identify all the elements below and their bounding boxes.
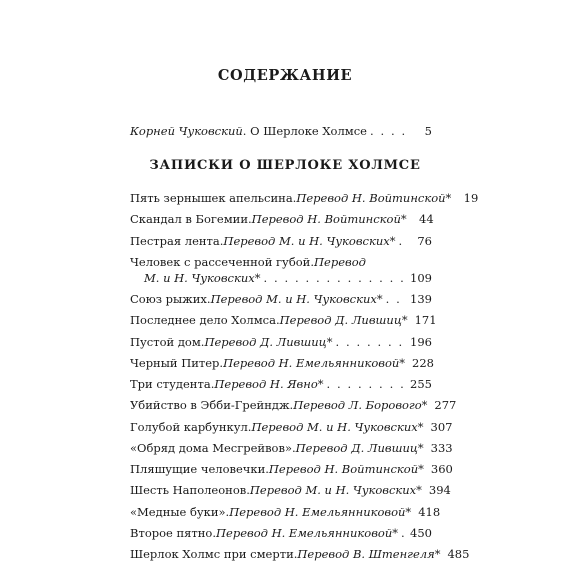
entry-title: Союз рыжих. [130, 292, 211, 306]
entry-page-number: 450 [410, 525, 432, 540]
toc-entry [130, 397, 457, 418]
toc-entry [130, 233, 432, 254]
page-title: СОДЕРЖАНИЕ [217, 67, 353, 84]
entry-translator: Перевод [314, 254, 366, 269]
dot-leader [386, 291, 406, 307]
entry-page-number: 76 [417, 233, 432, 248]
entry-page-number: 255 [410, 377, 432, 391]
toc-entry [130, 190, 479, 211]
toc-entry [130, 291, 432, 312]
entry-translator: Перевод М. и Н. Чуковских* [223, 233, 396, 248]
entry-translator: Перевод Н. Войтинской* [296, 191, 452, 205]
entry-title: Шерлок Холмс при смерти. [130, 547, 298, 561]
toc-entry [130, 440, 453, 461]
toc-entry [130, 525, 432, 546]
dot-leader [263, 270, 406, 286]
intro-author: Корней Чуковский [130, 124, 243, 138]
entry-title: Человек с рассеченной губой. [130, 254, 314, 269]
entry-page-number: 109 [410, 270, 432, 285]
entry-title: Голубой карбункул. [130, 419, 252, 434]
toc-entry [130, 504, 441, 525]
dot-leader [335, 334, 406, 350]
entry-title: Последнее дело Холмса. [130, 313, 280, 328]
entry-page-number: 360 [430, 462, 453, 476]
entry-page-number: 485 [447, 547, 470, 561]
entry-translator: Перевод Н. Явно* [214, 377, 324, 391]
entry-title: Шесть Наполеонов. [130, 483, 250, 498]
entry-page-number: 277 [434, 398, 457, 413]
toc-entry [130, 334, 432, 355]
toc-entry [130, 254, 432, 270]
toc-entry [130, 312, 437, 333]
section-title: ЗАПИСКИ О ШЕРЛОКЕ ХОЛМСЕ [149, 158, 421, 173]
entry-title: Пестрая лента. [130, 233, 224, 248]
entry-page-number: 171 [414, 313, 437, 328]
entry-translator: Перевод Д. Лившиц* [279, 313, 408, 328]
dot-leader [327, 376, 407, 392]
entry-translator: Перевод Д. Лившиц* [204, 334, 333, 349]
entry-title: Три студента. [130, 377, 215, 391]
entry-page-number: 196 [410, 334, 432, 349]
entry-translator: Перевод Н. Емельянниковой* [216, 525, 398, 540]
entry-translator: Перевод В. Штенгеля* [297, 547, 441, 561]
entry-page-number: 228 [412, 355, 434, 370]
dot-leader [398, 233, 408, 249]
entry-translator: Перевод Д. Лившиц* [295, 440, 424, 455]
entry-page-number: 333 [430, 440, 453, 455]
entry-title: «Обряд дома Месгрейвов». [130, 440, 296, 455]
intro-entry [130, 123, 432, 139]
toc-entry [130, 546, 470, 567]
entry-translator: Перевод М. и Н. Чуковских* [210, 292, 383, 306]
entry-translator: Перевод Н. Емельянниковой* [229, 504, 412, 519]
intro-page-number: 5 [424, 124, 432, 138]
entry-translator: Перевод Л. Борового* [293, 398, 428, 413]
entry-title: Пять зернышек апельсина. [130, 191, 297, 205]
entry-title: Скандал в Богемии. [130, 212, 252, 227]
entry-translator: Перевод Н. Емельянниковой* [223, 355, 406, 370]
entry-title: Пляшущие человечки. [130, 462, 269, 476]
entry-translator: Перевод Н. Войтинской* [268, 462, 424, 476]
dot-leader [401, 525, 406, 541]
toc-entry [130, 211, 432, 232]
entry-page-number: 394 [428, 483, 451, 498]
entry-translator: М. и Н. Чуковских* [144, 270, 261, 285]
toc-entry [130, 482, 451, 503]
entry-title: «Медные буки». [130, 504, 230, 519]
toc-entry [130, 376, 432, 397]
entry-page-number: 139 [410, 292, 432, 306]
intro-title: . О Шерлоке Холмсе [242, 124, 367, 138]
entry-title: Убийство в Эбби-Грейндж. [130, 398, 294, 413]
entry-page-number: 307 [430, 419, 453, 434]
toc-entry [130, 355, 432, 376]
entry-translator: Перевод М. и Н. Чуковских* [249, 483, 422, 498]
entry-page-number: 44 [419, 212, 434, 227]
entry-translator: Перевод М. и Н. Чуковских* [251, 419, 424, 434]
dot-leader [370, 123, 408, 139]
entry-page-number: 19 [463, 191, 479, 205]
entry-title: Пустой дом. [130, 334, 205, 349]
toc-list [130, 190, 479, 567]
entry-title: Черный Питер. [130, 355, 224, 370]
entry-translator: Перевод Н. Войтинской* [251, 212, 407, 227]
toc-entry [130, 461, 453, 482]
entry-title: Второе пятно. [130, 525, 217, 540]
entry-page-number: 418 [418, 504, 441, 519]
toc-entry-continuation [130, 270, 432, 291]
toc-entry [130, 419, 453, 440]
